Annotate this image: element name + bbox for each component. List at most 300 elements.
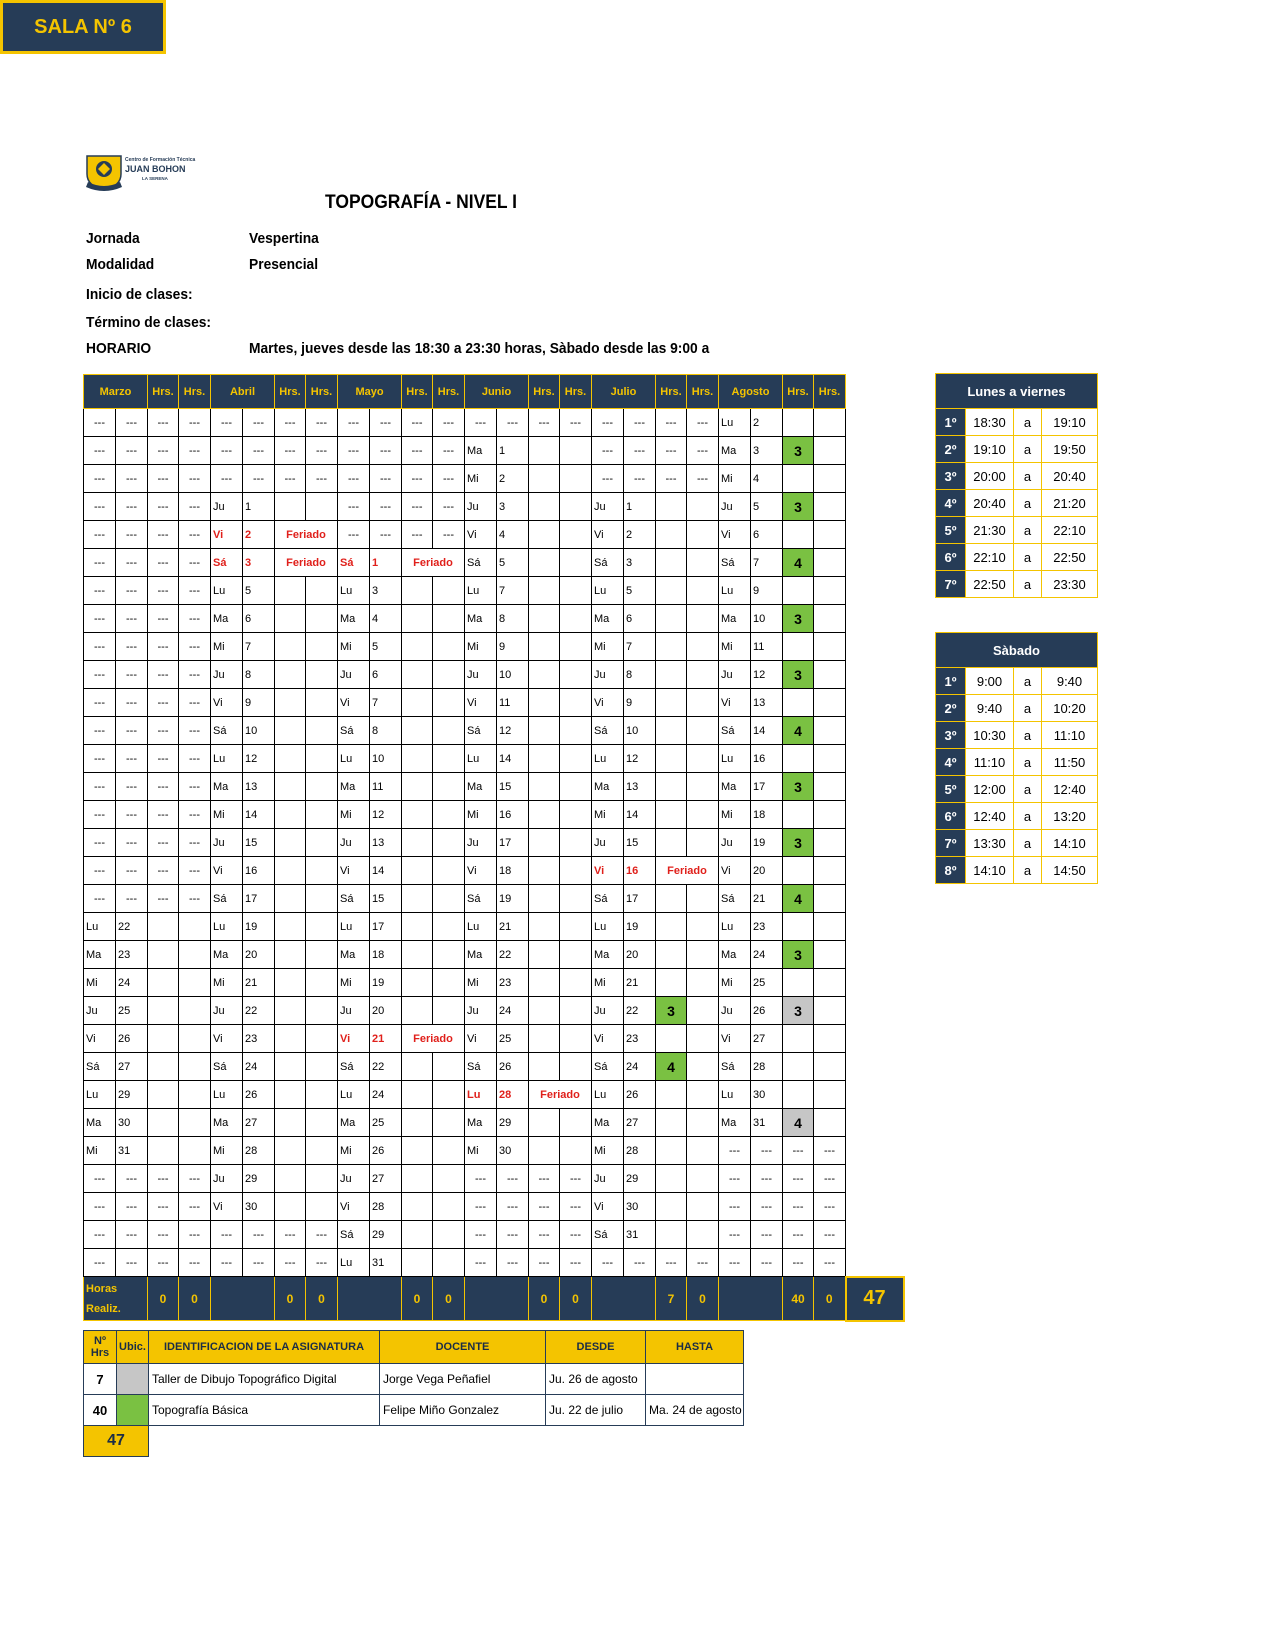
empty-day-cell: --- xyxy=(148,437,179,465)
empty-day-cell: --- xyxy=(84,689,116,717)
hours-cell xyxy=(783,857,814,885)
empty-day-cell: --- xyxy=(116,409,148,437)
hours-cell xyxy=(402,941,433,969)
hours-cell xyxy=(306,829,338,857)
period-start: 9:00 xyxy=(966,668,1014,695)
empty-day-cell: --- xyxy=(148,1193,179,1221)
weekday-cell: Ju xyxy=(338,829,370,857)
day-number-cell: 18 xyxy=(370,941,402,969)
day-number-cell: 26 xyxy=(116,1025,148,1053)
hours-cell xyxy=(560,1137,592,1165)
hrs-header: Hrs. xyxy=(783,375,814,409)
weekday-cell: Sá xyxy=(338,885,370,913)
hours-cell xyxy=(687,689,719,717)
day-number-cell: 9 xyxy=(751,577,783,605)
empty-day-cell: --- xyxy=(433,465,465,493)
month-hours-total: 0 xyxy=(560,1277,592,1321)
calendar-row xyxy=(84,1193,904,1221)
day-number-cell: 23 xyxy=(624,1025,656,1053)
horario-value: Martes, jueves desde las 18:30 a 23:30 horas, Sàbado desde las 9:00 a xyxy=(249,340,710,357)
totals-row xyxy=(84,1277,904,1321)
hours-cell xyxy=(656,661,687,689)
totals-spacer xyxy=(338,1277,402,1321)
weekday-cell: Sá xyxy=(719,717,751,745)
period-separator: a xyxy=(1014,409,1042,436)
hours-cell xyxy=(560,661,592,689)
period-number: 2º xyxy=(936,695,966,722)
hours-cell xyxy=(783,1053,814,1081)
empty-day-cell: --- xyxy=(306,1221,338,1249)
month-hours-total: 0 xyxy=(433,1277,465,1321)
subject-end: Ma. 24 de agosto xyxy=(646,1395,744,1426)
weekday-cell: Mi xyxy=(211,801,243,829)
hours-cell xyxy=(402,1249,433,1277)
empty-day-cell: --- xyxy=(179,605,211,633)
horario-label: HORARIO xyxy=(86,340,152,357)
subject-hours: 40 xyxy=(84,1395,117,1426)
hours-cell xyxy=(687,1109,719,1137)
calendar-row xyxy=(84,1109,904,1137)
hours-cell xyxy=(275,689,306,717)
hours-cell xyxy=(656,549,687,577)
calendar-row xyxy=(84,1053,904,1081)
empty-day-cell: --- xyxy=(306,465,338,493)
hours-cell xyxy=(814,885,846,913)
schedule-row xyxy=(936,722,1098,749)
hours-cell xyxy=(402,689,433,717)
hours-cell xyxy=(656,1165,687,1193)
weekday-cell: Sá xyxy=(211,885,243,913)
weekday-cell: Ma xyxy=(719,941,751,969)
empty-day-cell: --- xyxy=(370,493,402,521)
day-number-cell: 14 xyxy=(370,857,402,885)
day-number-cell: 20 xyxy=(751,857,783,885)
period-start: 14:10 xyxy=(966,857,1014,884)
day-number-cell: 27 xyxy=(624,1109,656,1137)
empty-day-cell: --- xyxy=(624,465,656,493)
hours-cell xyxy=(687,493,719,521)
empty-day-cell: --- xyxy=(560,1193,592,1221)
day-number-cell: 14 xyxy=(624,801,656,829)
weekday-cell: Ma xyxy=(211,773,243,801)
day-number-cell: 25 xyxy=(497,1025,529,1053)
hours-cell xyxy=(560,941,592,969)
period-separator: a xyxy=(1014,490,1042,517)
day-number-cell: 29 xyxy=(243,1165,275,1193)
calendar-row xyxy=(84,857,904,885)
period-number: 7º xyxy=(936,830,966,857)
hours-cell xyxy=(687,1221,719,1249)
subject-name: Taller de Dibujo Topográfico Digital xyxy=(149,1364,380,1395)
weekday-cell: Ma xyxy=(84,941,116,969)
weekday-cell: Lu xyxy=(211,577,243,605)
day-number-cell: 26 xyxy=(497,1053,529,1081)
hours-cell xyxy=(783,801,814,829)
hours-cell xyxy=(275,773,306,801)
weekday-cell: Vi xyxy=(719,521,751,549)
hours-cell xyxy=(179,997,211,1025)
period-separator: a xyxy=(1014,668,1042,695)
calendar-row xyxy=(84,829,904,857)
hours-cell xyxy=(275,1137,306,1165)
day-number-cell: 26 xyxy=(370,1137,402,1165)
hours-cell xyxy=(306,1193,338,1221)
hours-cell xyxy=(402,605,433,633)
weekday-cell: Ma xyxy=(211,1109,243,1137)
hours-cell xyxy=(148,997,179,1025)
hours-cell xyxy=(814,913,846,941)
hours-cell xyxy=(275,857,306,885)
hours-cell xyxy=(402,1053,433,1081)
empty-day-cell: --- xyxy=(402,493,433,521)
empty-day-cell: --- xyxy=(243,1249,275,1277)
weekday-cell: Ju xyxy=(592,661,624,689)
empty-day-cell: --- xyxy=(497,1221,529,1249)
empty-day-cell: --- xyxy=(592,465,624,493)
empty-day-cell: --- xyxy=(116,605,148,633)
day-number-cell: 21 xyxy=(497,913,529,941)
day-number-cell: 24 xyxy=(116,969,148,997)
day-number-cell: 5 xyxy=(751,493,783,521)
hours-cell xyxy=(814,717,846,745)
weekday-cell: Lu xyxy=(465,745,497,773)
period-start: 20:40 xyxy=(966,490,1014,517)
hours-cell xyxy=(656,745,687,773)
period-separator: a xyxy=(1014,776,1042,803)
hours-cell xyxy=(687,633,719,661)
day-number-cell: 9 xyxy=(497,633,529,661)
weekday-cell: Mi xyxy=(719,633,751,661)
empty-day-cell: --- xyxy=(592,1249,624,1277)
hours-cell xyxy=(529,885,560,913)
empty-day-cell: --- xyxy=(402,409,433,437)
empty-day-cell: --- xyxy=(370,437,402,465)
hours-cell xyxy=(306,857,338,885)
weekday-cell: Mi xyxy=(211,1137,243,1165)
empty-day-cell: --- xyxy=(243,437,275,465)
hours-cell xyxy=(560,745,592,773)
period-separator: a xyxy=(1014,749,1042,776)
hours-cell xyxy=(687,773,719,801)
hours-cell xyxy=(656,1137,687,1165)
weekday-cell: Ma xyxy=(338,941,370,969)
hours-cell xyxy=(275,829,306,857)
subject-color-swatch xyxy=(117,1395,149,1426)
hours-cell xyxy=(433,941,465,969)
hours-cell xyxy=(306,1025,338,1053)
empty-day-cell: --- xyxy=(84,521,116,549)
empty-day-cell: --- xyxy=(783,1137,814,1165)
weekday-cell: Lu xyxy=(592,745,624,773)
hours-cell xyxy=(148,1109,179,1137)
schedule-row xyxy=(936,803,1098,830)
hours-cell xyxy=(814,633,846,661)
hours-cell xyxy=(656,1081,687,1109)
empty-day-cell: --- xyxy=(497,1249,529,1277)
weekday-cell: Ju xyxy=(465,493,497,521)
day-number-cell: 31 xyxy=(116,1137,148,1165)
weekday-schedule-table xyxy=(935,373,1098,598)
hours-cell xyxy=(148,1081,179,1109)
weekday-cell: Ma xyxy=(592,941,624,969)
empty-day-cell: --- xyxy=(497,1165,529,1193)
empty-day-cell: --- xyxy=(179,689,211,717)
empty-day-cell: --- xyxy=(719,1221,751,1249)
weekday-cell: Mi xyxy=(465,801,497,829)
hours-cell xyxy=(656,633,687,661)
subjects-header-row xyxy=(84,1331,744,1364)
day-number-cell: 1 xyxy=(243,493,275,521)
empty-day-cell: --- xyxy=(148,549,179,577)
period-number: 1º xyxy=(936,668,966,695)
hours-cell xyxy=(275,1081,306,1109)
period-start: 11:10 xyxy=(966,749,1014,776)
empty-day-cell: --- xyxy=(275,437,306,465)
hours-cell xyxy=(306,717,338,745)
empty-day-cell: --- xyxy=(306,409,338,437)
day-number-cell: 4 xyxy=(751,465,783,493)
day-number-cell: 16 xyxy=(624,857,656,885)
weekday-cell: Sá xyxy=(338,717,370,745)
weekday-cell: Vi xyxy=(338,689,370,717)
hours-cell xyxy=(814,521,846,549)
day-number-cell: 17 xyxy=(497,829,529,857)
weekday-cell: Sá xyxy=(84,1053,116,1081)
empty-day-cell: --- xyxy=(275,465,306,493)
hours-cell xyxy=(402,913,433,941)
hours-cell xyxy=(560,465,592,493)
empty-day-cell: --- xyxy=(465,1249,497,1277)
hrs-header: Hrs. xyxy=(560,375,592,409)
empty-day-cell: --- xyxy=(560,1221,592,1249)
day-number-cell: 1 xyxy=(370,549,402,577)
day-number-cell: 25 xyxy=(370,1109,402,1137)
hours-cell xyxy=(656,1109,687,1137)
day-number-cell: 31 xyxy=(624,1221,656,1249)
hours-cell xyxy=(275,493,306,521)
hrs-header: Hrs. xyxy=(306,375,338,409)
day-number-cell: 22 xyxy=(370,1053,402,1081)
period-separator: a xyxy=(1014,803,1042,830)
day-number-cell: 20 xyxy=(243,941,275,969)
empty-day-cell: --- xyxy=(275,409,306,437)
hrs-header: Hrs. xyxy=(656,375,687,409)
class-hours-cell: 3 xyxy=(783,493,814,521)
hours-cell xyxy=(306,605,338,633)
schedule-row xyxy=(936,571,1098,598)
hours-cell xyxy=(148,941,179,969)
day-number-cell: 13 xyxy=(624,773,656,801)
totals-label-line1: Horas xyxy=(86,1282,118,1295)
period-end: 20:40 xyxy=(1042,463,1098,490)
weekday-cell: Ma xyxy=(211,941,243,969)
empty-day-cell: --- xyxy=(116,493,148,521)
day-number-cell: 28 xyxy=(624,1137,656,1165)
hours-cell xyxy=(814,1081,846,1109)
period-end: 23:30 xyxy=(1042,571,1098,598)
day-number-cell: 3 xyxy=(497,493,529,521)
empty-day-cell: --- xyxy=(338,521,370,549)
weekday-cell: Sá xyxy=(592,1221,624,1249)
month-hours-total: 0 xyxy=(529,1277,560,1321)
day-number-cell: 24 xyxy=(497,997,529,1025)
weekday-cell: Ju xyxy=(211,997,243,1025)
empty-day-cell: --- xyxy=(84,1165,116,1193)
empty-day-cell: --- xyxy=(719,1193,751,1221)
empty-day-cell: --- xyxy=(402,465,433,493)
hours-cell xyxy=(529,661,560,689)
weekday-cell: Lu xyxy=(338,1249,370,1277)
calendar-row xyxy=(84,1221,904,1249)
empty-day-cell: --- xyxy=(116,829,148,857)
period-end: 19:50 xyxy=(1042,436,1098,463)
empty-day-cell: --- xyxy=(84,409,116,437)
subject-start: Ju. 26 de agosto xyxy=(546,1364,646,1395)
logo-line-2: JUAN BOHON xyxy=(125,164,186,174)
totals-label-line2: Realiz. xyxy=(86,1302,121,1315)
empty-day-cell: --- xyxy=(84,857,116,885)
schedule-row xyxy=(936,463,1098,490)
day-number-cell: 8 xyxy=(624,661,656,689)
hours-cell xyxy=(148,1137,179,1165)
hours-cell xyxy=(275,1025,306,1053)
hours-cell xyxy=(306,969,338,997)
hours-cell xyxy=(179,941,211,969)
period-end: 22:50 xyxy=(1042,544,1098,571)
empty-day-cell: --- xyxy=(84,717,116,745)
totals-spacer xyxy=(592,1277,656,1321)
empty-day-cell: --- xyxy=(338,493,370,521)
hours-cell xyxy=(656,1193,687,1221)
weekday-cell: Sá xyxy=(719,549,751,577)
hours-cell xyxy=(402,661,433,689)
weekday-cell: Sá xyxy=(592,885,624,913)
hours-cell xyxy=(560,1025,592,1053)
empty-day-cell: --- xyxy=(751,1249,783,1277)
hours-cell xyxy=(179,1109,211,1137)
weekday-cell: Lu xyxy=(338,577,370,605)
day-number-cell: 6 xyxy=(751,521,783,549)
weekday-cell: Ju xyxy=(338,661,370,689)
empty-day-cell: --- xyxy=(84,1221,116,1249)
hours-cell xyxy=(814,801,846,829)
weekday-cell: Ju xyxy=(465,829,497,857)
empty-day-cell: --- xyxy=(751,1137,783,1165)
weekday-cell: Mi xyxy=(719,969,751,997)
period-number: 8º xyxy=(936,857,966,884)
day-number-cell: 16 xyxy=(243,857,275,885)
day-number-cell: 15 xyxy=(497,773,529,801)
period-end: 11:10 xyxy=(1042,722,1098,749)
empty-day-cell: --- xyxy=(814,1249,846,1277)
day-number-cell: 10 xyxy=(370,745,402,773)
empty-day-cell: --- xyxy=(243,465,275,493)
calendar-body xyxy=(84,409,904,1277)
weekday-cell: Vi xyxy=(465,857,497,885)
day-number-cell: 21 xyxy=(624,969,656,997)
hours-cell xyxy=(656,1221,687,1249)
schedule-row xyxy=(936,749,1098,776)
class-hours-cell: 3 xyxy=(783,605,814,633)
empty-day-cell: --- xyxy=(179,717,211,745)
day-number-cell: 23 xyxy=(116,941,148,969)
hours-cell xyxy=(814,689,846,717)
hours-cell xyxy=(275,913,306,941)
weekday-cell: Ju xyxy=(719,661,751,689)
empty-day-cell: --- xyxy=(243,409,275,437)
hours-cell xyxy=(306,1081,338,1109)
empty-day-cell: --- xyxy=(116,745,148,773)
hours-cell xyxy=(402,633,433,661)
day-number-cell: 17 xyxy=(370,913,402,941)
hours-cell xyxy=(687,605,719,633)
weekday-cell: Ma xyxy=(84,1109,116,1137)
logo-line-3: LA SERENA xyxy=(142,176,168,181)
hours-cell xyxy=(814,857,846,885)
hours-cell xyxy=(783,913,814,941)
subject-name: Topografía Básica xyxy=(149,1395,380,1426)
hours-cell xyxy=(402,717,433,745)
empty-day-cell: --- xyxy=(592,409,624,437)
month-header-2: Mayo xyxy=(338,375,402,409)
weekday-cell: Ju xyxy=(338,1165,370,1193)
weekday-cell: Sá xyxy=(465,885,497,913)
month-hours-total: 40 xyxy=(783,1277,814,1321)
day-number-cell: 23 xyxy=(243,1025,275,1053)
weekday-cell: Ma xyxy=(592,605,624,633)
hours-cell xyxy=(783,521,814,549)
weekday-cell: Sá xyxy=(719,1053,751,1081)
hours-cell xyxy=(433,717,465,745)
hours-cell xyxy=(402,885,433,913)
empty-day-cell: --- xyxy=(465,409,497,437)
weekday-cell: Ju xyxy=(719,829,751,857)
day-number-cell: 23 xyxy=(751,913,783,941)
empty-day-cell: --- xyxy=(814,1137,846,1165)
weekday-cell: Lu xyxy=(84,913,116,941)
hours-cell xyxy=(687,717,719,745)
day-number-cell: 22 xyxy=(243,997,275,1025)
hrs-header: Hrs. xyxy=(814,375,846,409)
hours-cell xyxy=(433,633,465,661)
empty-day-cell: --- xyxy=(814,1221,846,1249)
jornada-label: Jornada xyxy=(86,230,140,247)
empty-day-cell: --- xyxy=(560,1165,592,1193)
hours-cell xyxy=(433,1193,465,1221)
saturday-schedule-title: Sàbado xyxy=(936,633,1098,668)
hours-cell xyxy=(814,465,846,493)
day-number-cell: 6 xyxy=(243,605,275,633)
hours-cell xyxy=(687,1053,719,1081)
period-number: 7º xyxy=(936,571,966,598)
hours-cell xyxy=(529,801,560,829)
hours-cell xyxy=(433,913,465,941)
period-end: 22:10 xyxy=(1042,517,1098,544)
hours-cell xyxy=(148,1053,179,1081)
hours-cell xyxy=(560,689,592,717)
empty-day-cell: --- xyxy=(84,493,116,521)
period-separator: a xyxy=(1014,571,1042,598)
hours-cell xyxy=(529,633,560,661)
empty-day-cell: --- xyxy=(179,829,211,857)
hours-cell xyxy=(687,913,719,941)
day-number-cell: 2 xyxy=(751,409,783,437)
day-number-cell: 28 xyxy=(751,1053,783,1081)
month-hours-total: 0 xyxy=(179,1277,211,1321)
day-number-cell: 11 xyxy=(497,689,529,717)
empty-day-cell: --- xyxy=(465,1165,497,1193)
hours-cell xyxy=(814,661,846,689)
